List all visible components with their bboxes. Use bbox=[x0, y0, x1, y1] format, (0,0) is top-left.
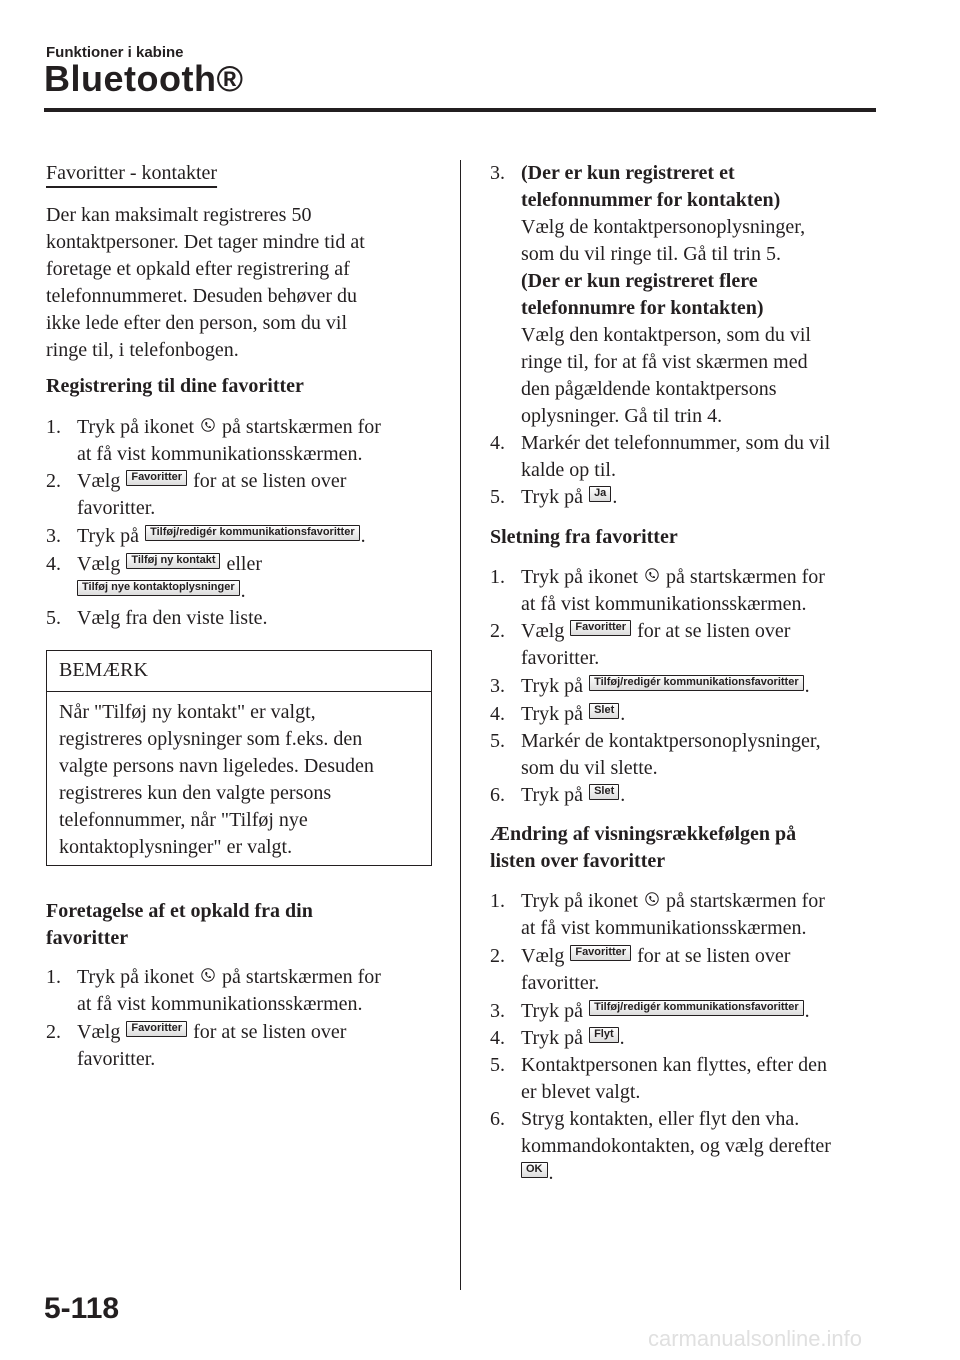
phone-icon bbox=[201, 968, 215, 982]
phone-icon bbox=[645, 892, 659, 906]
intro-line: kontaktpersoner. Det tager mindre tid at bbox=[46, 231, 365, 253]
step-text: Tryk på bbox=[521, 784, 589, 806]
heading-line: favoritter bbox=[46, 927, 129, 949]
condition-text: (Der er kun registreret flere bbox=[521, 270, 758, 292]
delete-step-5 bbox=[490, 728, 876, 782]
step-text: Vælg fra den viste liste. bbox=[77, 607, 268, 629]
add-new-contact-info-button: Tilføj nye kontaktoplysninger bbox=[77, 580, 240, 596]
step-text: kalde op til. bbox=[521, 459, 616, 481]
step-text: . bbox=[804, 675, 810, 697]
step-text: for at se listen over bbox=[632, 620, 791, 642]
add-edit-favorites-button: Tilføj/redigér kommunikationsfavoritter bbox=[145, 525, 360, 541]
step-text: Tryk på ikonet bbox=[521, 890, 644, 912]
step-text: Tryk på bbox=[521, 1000, 589, 1022]
page-title: Bluetooth® bbox=[44, 58, 244, 99]
step-text: Vælg de kontaktpersonoplysninger, bbox=[521, 216, 806, 238]
step-text: Tryk på bbox=[521, 675, 589, 697]
heading-line: Ændring af visningsrækkefølgen på bbox=[490, 823, 797, 845]
step-text: for at se listen over bbox=[188, 1021, 347, 1043]
step-text: på startskærmen for bbox=[217, 416, 381, 438]
note-line: registreres oplysninger som f.eks. den bbox=[59, 728, 363, 750]
step-text: at få vist kommunikationsskærmen. bbox=[521, 917, 807, 939]
step-number: 4. bbox=[490, 703, 505, 725]
step-number: 2. bbox=[46, 1021, 61, 1043]
step-number: 2. bbox=[490, 945, 505, 967]
step-number: 5. bbox=[490, 730, 505, 752]
step-text: for at se listen over bbox=[188, 470, 347, 492]
step-text: Vælg den kontaktperson, som du vil bbox=[521, 324, 811, 346]
step-number: 5. bbox=[46, 607, 61, 629]
phone-icon bbox=[201, 418, 215, 432]
step-text: . bbox=[619, 1027, 625, 1049]
phone-icon bbox=[645, 568, 659, 582]
add-new-contact-button: Tilføj ny kontakt bbox=[126, 553, 220, 569]
delete-heading: Sletning fra favoritter bbox=[490, 526, 678, 548]
step-text: oplysninger. Gå til trin 4. bbox=[521, 405, 723, 427]
step-text: på startskærmen for bbox=[661, 566, 825, 588]
flyt-button: Flyt bbox=[589, 1027, 619, 1043]
step-number: 3. bbox=[490, 162, 505, 184]
call-heading bbox=[46, 898, 313, 952]
intro-line: foretage et opkald efter registrering af bbox=[46, 258, 350, 280]
add-edit-favorites-button: Tilføj/redigér kommunikationsfavoritter bbox=[589, 675, 804, 691]
step-text: kommandokontakten, og vælg derefter bbox=[521, 1135, 831, 1157]
step-text: favoritter. bbox=[521, 972, 600, 994]
step-text: Tryk på ikonet bbox=[77, 416, 200, 438]
reorder-step-6 bbox=[490, 1106, 876, 1188]
section-label: Funktioner i kabine bbox=[46, 44, 184, 61]
register-step-1 bbox=[46, 414, 432, 468]
note-divider bbox=[47, 691, 431, 692]
note-body bbox=[59, 699, 374, 861]
intro-paragraph bbox=[46, 202, 365, 364]
ja-button: Ja bbox=[589, 486, 611, 502]
favorites-section-title: Favoritter - kontakter bbox=[46, 162, 218, 184]
intro-line: telefonnummeret. Desuden behøver du bbox=[46, 285, 358, 307]
step-number: 5. bbox=[490, 1054, 505, 1076]
step-text: favoritter. bbox=[77, 1048, 156, 1070]
step-text: . bbox=[620, 703, 626, 725]
register-heading: Registrering til dine favoritter bbox=[46, 375, 304, 397]
heading-line: Foretagelse af et opkald fra din bbox=[46, 900, 313, 922]
favoritter-button: Favoritter bbox=[570, 945, 631, 961]
header-rule bbox=[44, 108, 876, 112]
step-number: 4. bbox=[46, 553, 61, 575]
condition-text: telefonnummer for kontakten) bbox=[521, 189, 781, 211]
reorder-step-1 bbox=[490, 888, 876, 942]
step-text: Tryk på bbox=[521, 486, 589, 508]
step-text: . bbox=[548, 1162, 554, 1184]
step-text: Tryk på bbox=[77, 525, 145, 547]
delete-step-1 bbox=[490, 564, 876, 618]
step-text: favoritter. bbox=[77, 497, 156, 519]
step-number: 1. bbox=[46, 966, 61, 988]
step-text: Markér de kontaktpersonoplysninger, bbox=[521, 730, 821, 752]
step-text: . bbox=[612, 486, 618, 508]
step-number: 4. bbox=[490, 432, 505, 454]
register-step-2 bbox=[46, 468, 432, 522]
call-step-2 bbox=[46, 1019, 432, 1073]
slet-button: Slet bbox=[589, 703, 619, 719]
step-text: er blevet valgt. bbox=[521, 1081, 641, 1103]
step-text: Vælg bbox=[521, 945, 570, 967]
note-line: telefonnummer, når "Tilføj nye bbox=[59, 809, 308, 831]
favoritter-button: Favoritter bbox=[126, 1021, 187, 1037]
note-line: kontaktoplysninger" er valgt. bbox=[59, 836, 293, 858]
favoritter-button: Favoritter bbox=[570, 620, 631, 636]
note-line: Når "Tilføj ny kontakt" er valgt, bbox=[59, 701, 316, 723]
step-number: 6. bbox=[490, 1108, 505, 1130]
step-text: . bbox=[620, 784, 626, 806]
step-number: 3. bbox=[490, 675, 505, 697]
intro-line: ikke lede efter den person, som du vil bbox=[46, 312, 348, 334]
call-step-3 bbox=[490, 160, 876, 430]
step-number: 3. bbox=[46, 525, 61, 547]
step-number: 3. bbox=[490, 1000, 505, 1022]
step-number: 2. bbox=[46, 470, 61, 492]
step-text: ringe til, for at få vist skærmen med bbox=[521, 351, 808, 373]
watermark: carmanualsonline.info bbox=[648, 1326, 863, 1351]
step-text: at få vist kommunikationsskærmen. bbox=[77, 443, 363, 465]
step-number: 6. bbox=[490, 784, 505, 806]
step-text: Stryg kontakten, eller flyt den vha. bbox=[521, 1108, 800, 1130]
reorder-heading bbox=[490, 821, 796, 875]
step-text: . bbox=[240, 580, 246, 602]
step-text: på startskærmen for bbox=[661, 890, 825, 912]
condition-text: (Der er kun registreret et bbox=[521, 162, 735, 184]
call-step-1 bbox=[46, 964, 432, 1018]
ok-button: OK bbox=[521, 1162, 548, 1178]
step-text: Vælg bbox=[77, 470, 126, 492]
heading-line: listen over favoritter bbox=[490, 850, 666, 872]
call-step-4 bbox=[490, 430, 876, 484]
page-number: 5-118 bbox=[44, 1292, 120, 1325]
note-line: registreres kun den valgte persons bbox=[59, 782, 332, 804]
register-step-4 bbox=[46, 551, 432, 605]
reorder-step-5 bbox=[490, 1052, 876, 1106]
step-text: Markér det telefonnummer, som du vil bbox=[521, 432, 831, 454]
step-text: . bbox=[360, 525, 366, 547]
step-text: Kontaktpersonen kan flyttes, efter den bbox=[521, 1054, 828, 1076]
intro-line: ringe til, i telefonbogen. bbox=[46, 339, 239, 361]
step-text: Tryk på ikonet bbox=[521, 566, 644, 588]
step-number: 1. bbox=[490, 890, 505, 912]
step-text: Tryk på bbox=[521, 1027, 589, 1049]
step-number: 5. bbox=[490, 486, 505, 508]
note-header: BEMÆRK bbox=[59, 659, 148, 681]
condition-text: telefonnumre for kontakten) bbox=[521, 297, 764, 319]
step-text: Vælg bbox=[77, 553, 126, 575]
step-text: Vælg bbox=[521, 620, 570, 642]
step-text: for at se listen over bbox=[632, 945, 791, 967]
step-text: Vælg bbox=[77, 1021, 126, 1043]
step-text: favoritter. bbox=[521, 647, 600, 669]
intro-line: Der kan maksimalt registreres 50 bbox=[46, 204, 312, 226]
step-text: . bbox=[804, 1000, 810, 1022]
step-text: at få vist kommunikationsskærmen. bbox=[521, 593, 807, 615]
step-number: 2. bbox=[490, 620, 505, 642]
step-number: 1. bbox=[46, 416, 61, 438]
step-text: at få vist kommunikationsskærmen. bbox=[77, 993, 363, 1015]
step-text: eller bbox=[221, 553, 263, 575]
add-edit-favorites-button: Tilføj/redigér kommunikationsfavoritter bbox=[589, 1000, 804, 1016]
step-number: 4. bbox=[490, 1027, 505, 1049]
column-divider bbox=[460, 160, 461, 1290]
step-number: 1. bbox=[490, 566, 505, 588]
slet-button: Slet bbox=[589, 784, 619, 800]
note-box bbox=[46, 650, 432, 866]
step-text: som du vil slette. bbox=[521, 757, 658, 779]
reorder-step-2 bbox=[490, 943, 876, 997]
step-text: Tryk på bbox=[521, 703, 589, 725]
favoritter-button: Favoritter bbox=[126, 470, 187, 486]
note-line: valgte persons navn ligeledes. Desuden bbox=[59, 755, 374, 777]
step-text: den pågældende kontaktpersons bbox=[521, 378, 777, 400]
delete-step-2 bbox=[490, 618, 876, 672]
step-text: Tryk på ikonet bbox=[77, 966, 200, 988]
step-text: på startskærmen for bbox=[217, 966, 381, 988]
step-text: som du vil ringe til. Gå til trin 5. bbox=[521, 243, 781, 265]
